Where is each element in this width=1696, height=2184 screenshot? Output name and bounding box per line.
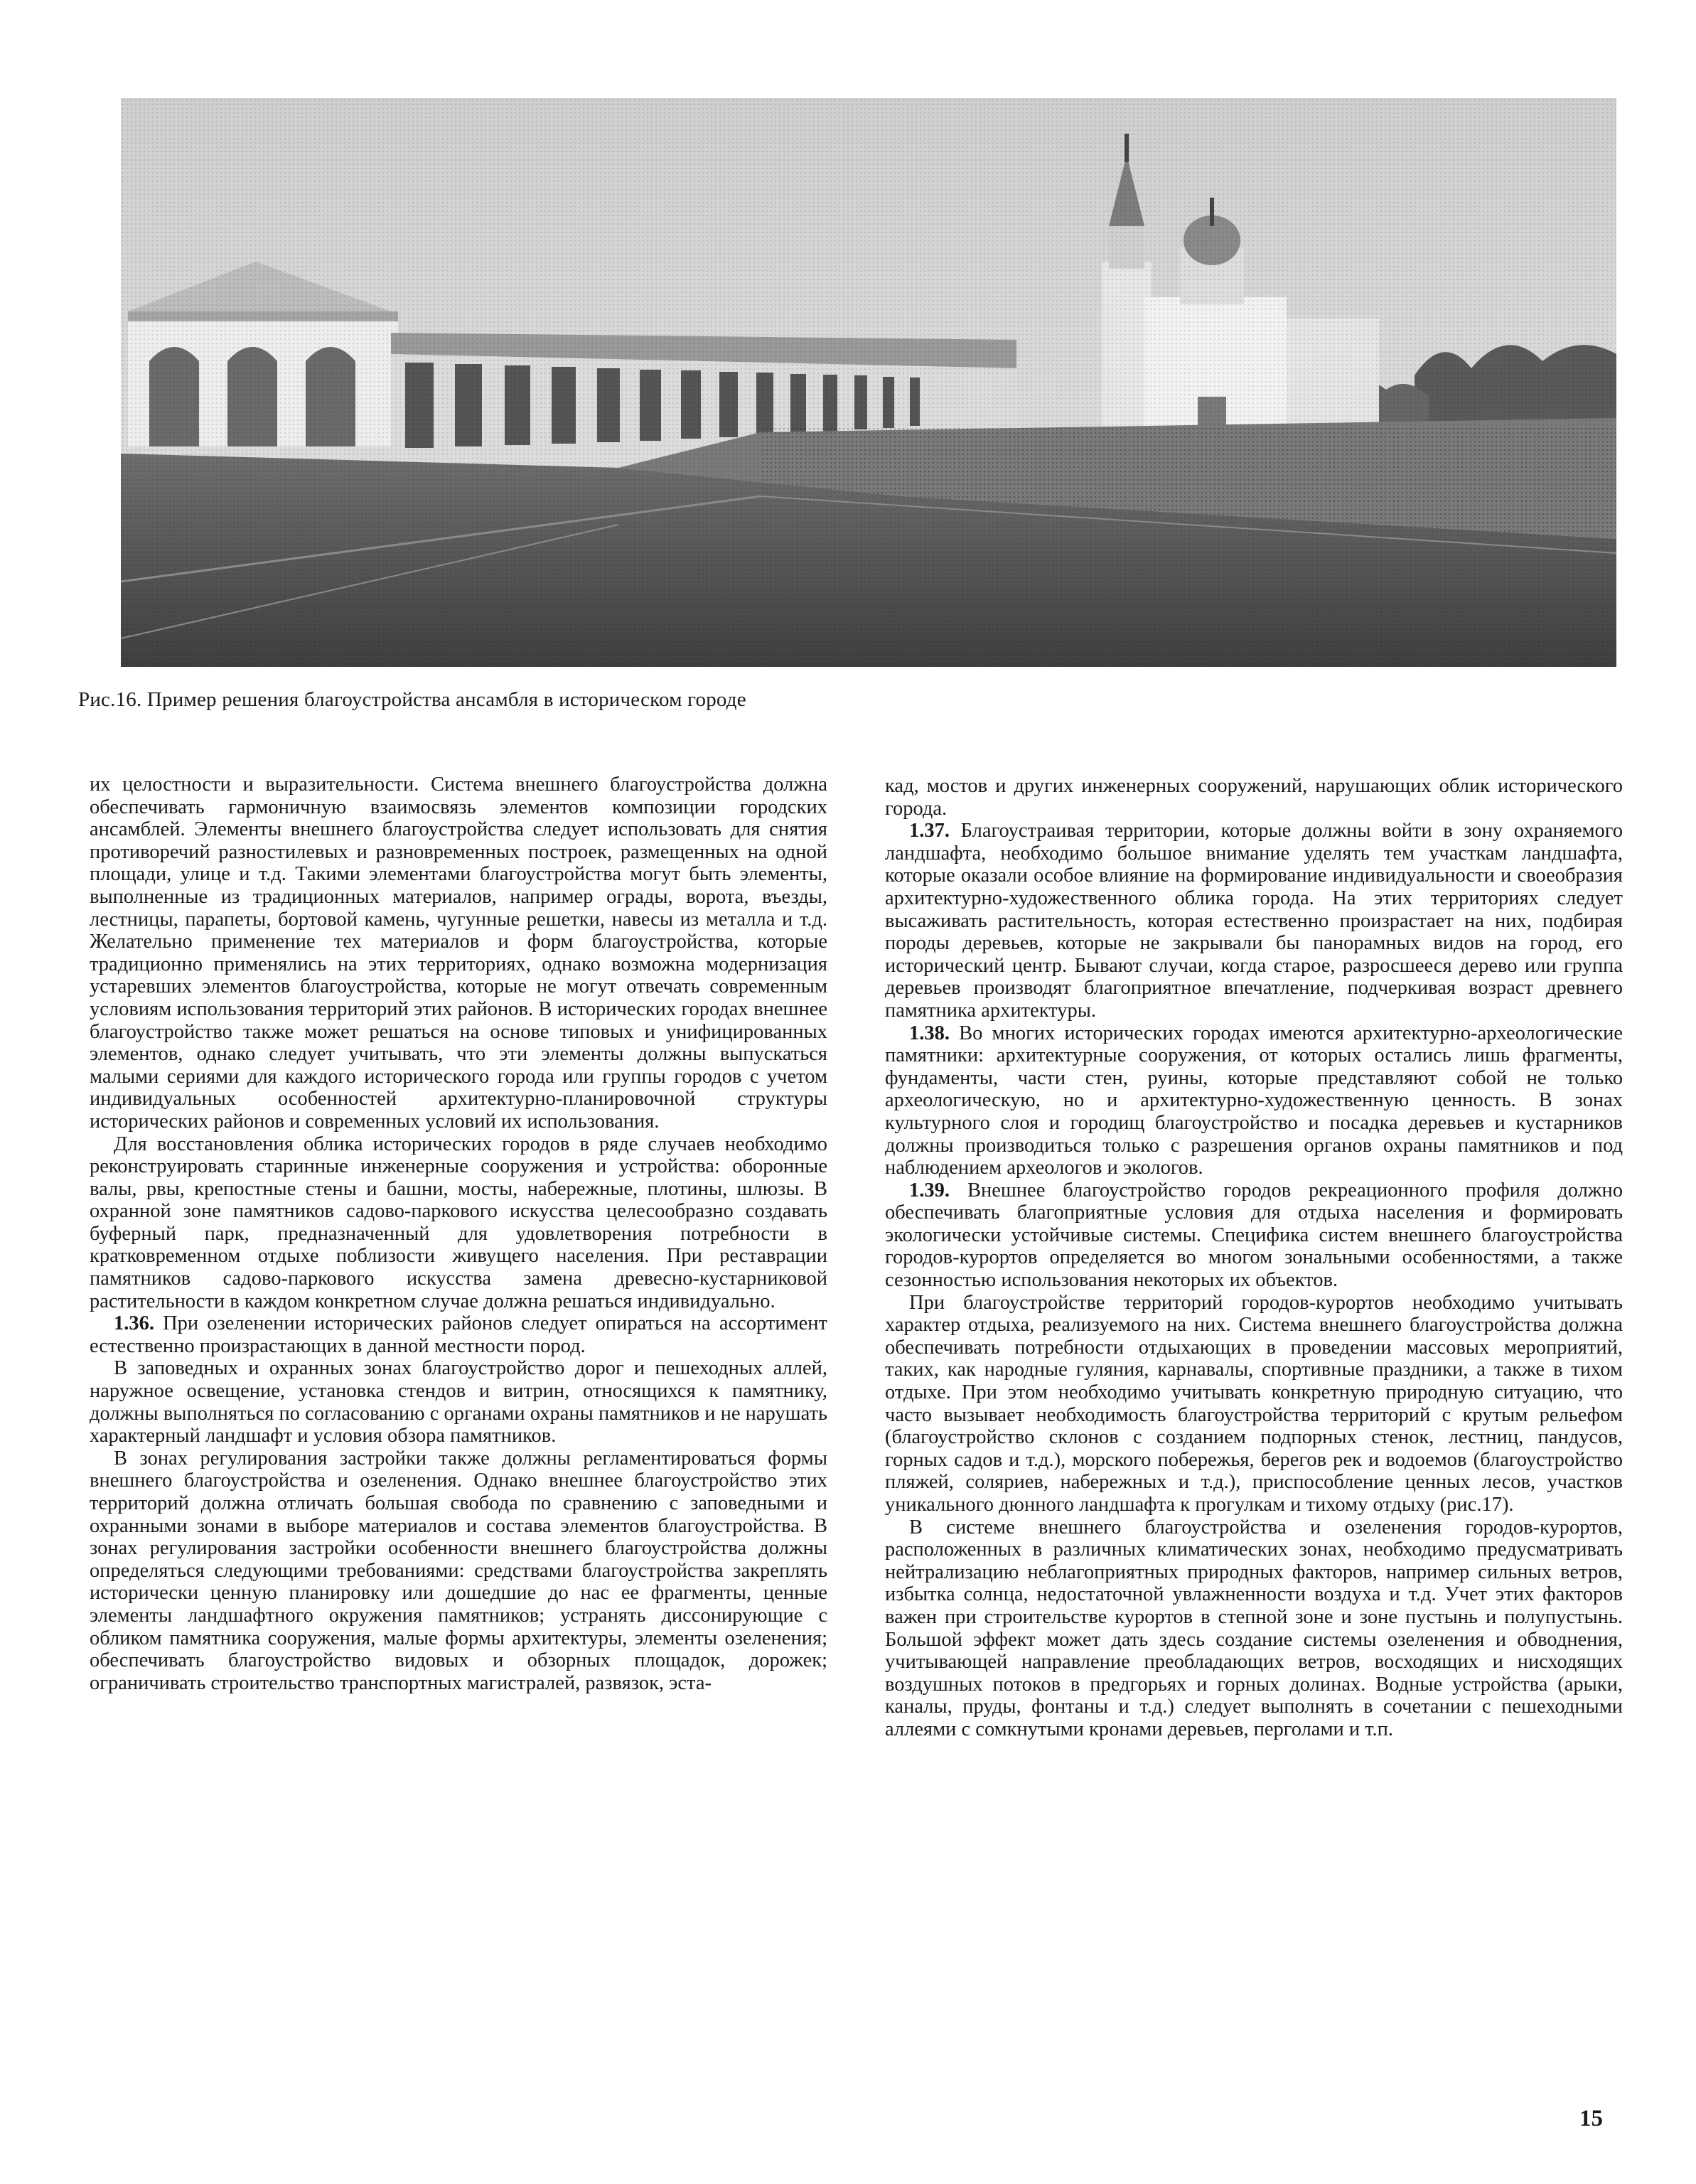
paragraph — [885, 1292, 1623, 1516]
paragraph — [885, 820, 1623, 1022]
figure-photo — [121, 98, 1616, 667]
section-number: 1.36. — [114, 1312, 154, 1335]
paragraph-text: Благоустраивая территории, которые должны войти в зону охраняемого ландшафта, необходимо большое внимание уделять тем участкам ландшафта, которые оказали особое влияние на формирование индивидуальности и своеобразия архитектурно-художественного облика города. На этих территориях следует высаживать растительность, которая естественно произрастает на них, подбирая породы деревьев, которые не закрывали бы панорамных видов на город, его исторический центр. Бывают случаи, когда старое, разросшееся дерево или группа деревьев производят благоприятное впечатление, подчеркивая возраст древнего памятника архитектуры. — [885, 820, 1623, 1022]
left-column — [90, 774, 827, 1694]
paragraph — [90, 1447, 827, 1695]
town-square-photo-illustration — [121, 98, 1616, 667]
paragraph-text: Во многих исторических городах имеются архитектурно-археологические памятники: архитектурные сооружения, от которых остались лишь фрагменты, фундаменты, части стен, руины, которые представляют собой не только археологическую, но и архитектурно-художественную ценность. В зонах культурного слоя и городищ благоустройство и посадка деревьев и кустарников должны производиться только с разрешения органов охраны памятников и под наблюдением археологов и экологов. — [885, 1022, 1623, 1179]
paragraph — [885, 1516, 1623, 1741]
paragraph-text: Внешнее благоустройство городов рекреационного профиля должно обеспечивать благоприятные условия для отдыха населения и формировать экологически устойчивые системы. Специфика систем внешнего благоустройства городов-курортов определяется во многом зональными особенностями, а также сезонностью использования некоторых их объектов. — [885, 1179, 1623, 1292]
paragraph — [90, 1312, 827, 1357]
section-number: 1.37. — [909, 820, 950, 842]
paragraph-text: При благоустройстве территорий городов-курортов необходимо учитывать характер отдыха, реализуемого на них. Система внешнего благоустройства должна обеспечивать потребности отдыхающих в проведении массовых мероприятий, таких, как народные гуляния, карнавалы, спортивные праздники, а также в тихом отдыхе. При этом необходимо учитывать конкретную природную ситуацию, что часто вызывает необходимость благоустройства территорий с крутым рельефом (благоустройство склонов с созданием подпорных стенок, лестниц, пандусов, горных садов и т.д.), морского побережья, берегов рек и водоемов (благоустройство пляжей, соляриев, набережных и т.д.), приспособление ценных лесов, участков уникального дюнного ландшафта к прогулкам и тихому отдыху (рис.17). — [885, 1291, 1623, 1516]
right-column — [885, 775, 1623, 1741]
page-number: 15 — [1579, 2106, 1603, 2131]
paragraph-text: кад, мостов и других инженерных сооружений, нарушающих облик исторического города. — [885, 775, 1623, 820]
paragraph — [90, 1357, 827, 1447]
paragraph-text: их целостности и выразительности. Система внешнего благоустройства должна обеспечивать гармоничную взаимосвязь элементов композиции городских ансамблей. Элементы внешнего благоустройства следует использовать для снятия противоречий разностилевых и разновременных построек, размещенных на одной площади, улице и т.д. Такими элементами благоустройства могут быть элементы, выполненные из традиционных материалов, например ограды, ворота, въезды, лестницы, парапеты, бортовой камень, чугунные решетки, навесы из металла и т.д. Желательно применение тех материалов и форм благоустройства, которые традиционно применялись на этих территориях, однако возможна модернизация устаревших элементов благоустройства, которые не могут отвечать современным условиям использования территорий этих районов. В исторических городах внешнее благоустройство также может решаться на основе типовых и унифицированных элементов, однако следует учитывать, что эти элементы должны выпускаться малыми сериями для каждого исторического города или группы городов с учетом индивидуальных особенностей архитектурно-планировочной структуры исторических районов и современных условий их использования. — [90, 774, 827, 1133]
section-number: 1.38. — [909, 1022, 950, 1044]
paragraph — [885, 1022, 1623, 1179]
paragraph-text: Для восстановления облика исторических городов в ряде случаев необходимо реконструировать старинные инженерные сооружения и устройства: оборонные валы, рвы, крепостные стены и башни, мосты, набережные, плотины, шлюзы. В охранной зоне памятников садово-паркового искусства целесообразно создавать буферный парк, предназначенный для удовлетворения потребности в кратковременном отдыхе поблизости живущего населения. При реставрации памятников садово-паркового искусства замена древесно-кустарниковой растительности в каждом конкретном случае должна решаться индивидуально. — [90, 1133, 827, 1312]
section-number: 1.39. — [909, 1179, 950, 1201]
paragraph — [90, 1133, 827, 1313]
paragraph-text: В заповедных и охранных зонах благоустройство дорог и пешеходных аллей, наружное освещение, установка стендов и витрин, относящихся к памятнику, должны выполняться по согласованию с органами охраны памятников и не нарушать характерный ландшафт и условия обзора памятников. — [90, 1357, 827, 1447]
paragraph — [885, 1179, 1623, 1292]
paragraph-text: В зонах регулирования застройки также должны регламентироваться формы внешнего благоустройства и озеленения. Однако внешнее благоустройство этих территорий должна отличать большая свобода по сравнению с заповедными и охранными зонами в выборе материалов и состава элементов благоустройства. В зонах регулирования застройки особенности внешнего благоустройства должны определяться следующими требованиями: средствами благоустройства закреплять исторически ценную планировку или дошедшие до нас ее фрагменты, ценные элементы ландшафтного окружения памятников; устранять диссонирующие с обликом памятника сооружения, малые формы архитектуры, элементы озеленения; обеспечивать благоустройство видовых и обзорных площадок, дорожек; ограничивать строительство транспортных магистралей, развязок, эста- — [90, 1447, 827, 1694]
paragraph-text: При озеленении исторических районов следует опираться на ассортимент естественно произрастающих в данной местности пород. — [90, 1312, 827, 1357]
paragraph — [885, 775, 1623, 820]
figure-caption: Рис.16. Пример решения благоустройства ансамбля в историческом городе — [78, 688, 746, 711]
paragraph — [90, 774, 827, 1133]
paragraph-text: В системе внешнего благоустройства и озеленения городов-курортов, расположенных в различных климатических зонах, необходимо предусматривать нейтрализацию неблагоприятных природных факторов, например сильных ветров, избытка солнца, недостаточной увлажненности воздуха и т.д. Учет этих факторов важен при строительстве курортов в степной зоне и зоне пустынь и полупустынь. Большой эффект может дать здесь создание системы озеленения и обводнения, учитывающей направление преобладающих ветров, восходящих и нисходящих воздушных потоков в предгорьях и горных долинах. Водные устройства (арыки, каналы, пруды, фонтаны и т.д.) следует выполнять в сочетании с пешеходными аллеями с сомкнутыми кронами деревьев, перголами и т.п. — [885, 1516, 1623, 1740]
